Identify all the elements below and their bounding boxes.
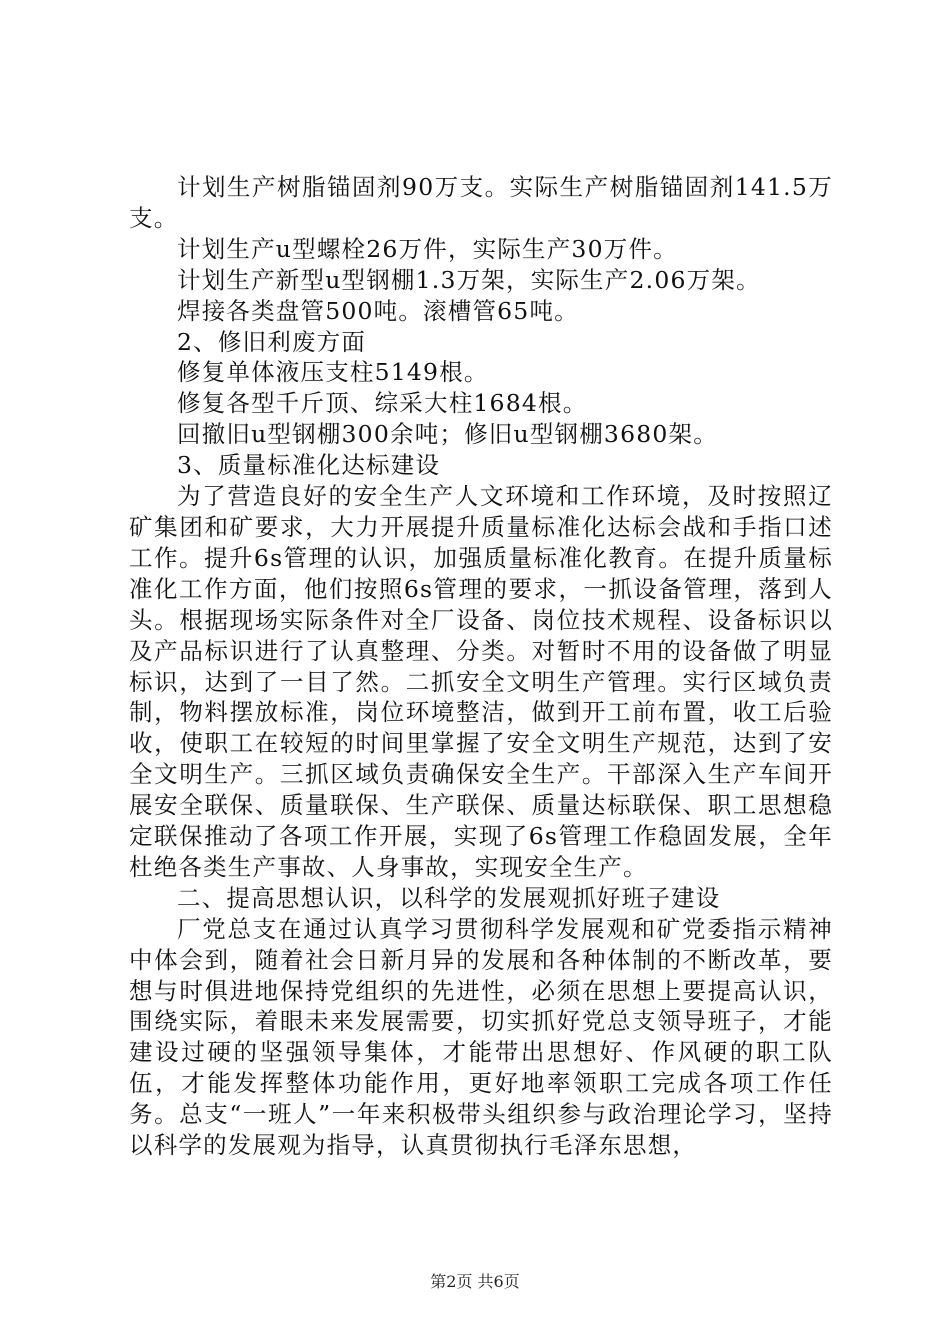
- section-heading-repair: 2、修旧利废方面: [177, 327, 367, 356]
- paragraph-steel-shed: 计划生产新型u型钢棚1.3万架，实际生产2.06万架。: [177, 265, 761, 294]
- paragraph-quality-standard: 为了营造良好的安全生产人文环境和工作环境，及时按照辽矿集团和矿要求，大力开展提升质量标准化达标会战和手指口述工作。提升6s管理的认识，加强质量标准化教育。在提升质量标准化工作方面，他们按照6s管理的要求，一抓设备管理，落到人头。根据现场实际条件对全厂设备、岗位技术规程、设备标识以及产品标识进行了认真整理、分类。对暂时不用的设备做了明显标识，达到了一目了然。二抓安全文明生产管理。实行区域负责制，物料摆放标准，岗位环境整洁，做到开工前布置，收工后验收，使职工在较短的时间里掌握了安全文明生产规范，达到了安全文明生产。三抓区域负责确保安全生产。干部深入生产车间开展安全联保、质量联保、生产联保、质量达标联保、职工思想稳定联保推动了各项工作开展，实现了6s管理工作稳固发展，全年杜绝各类生产事故、人身事故，实现安全生产。: [129, 482, 833, 881]
- section-heading-team-building: 二、提高思想认识，以科学的发展观抓好班子建设: [177, 883, 721, 912]
- document-body: [129, 172, 833, 1161]
- paragraph-jack-repair: 修复各型千斤顶、综采大柱1684根。: [177, 389, 588, 418]
- paragraph-u-bolt: 计划生产u型螺栓26万件，实际生产30万件。: [177, 234, 678, 263]
- paragraph-hydraulic-prop: 修复单体液压支柱5149根。: [177, 358, 489, 387]
- paragraph-team-building: 厂党总支在通过认真学习贯彻科学发展观和矿党委指示精神中体会到，随着社会日新月异的发展和各种体制的不断改革，要想与时俱进地保持党组织的先进性，必须在思想上要提高认识，围绕实际，着眼未来发展需要，切实抓好党总支领导班子，才能建设过硬的坚强领导集体，才能带出思想好、作风硬的职工队伍，才能发挥整体功能作用，更好地率领职工完成各项工作任务。总支“一班人”一年来积极带头组织参与政治理论学习，坚持以科学的发展观为指导，认真贯彻执行毛泽东思想，: [129, 914, 833, 1160]
- paragraph-resin-anchor: 计划生产树脂锚固剂90万支。实际生产树脂锚固剂141.5万支。: [129, 173, 833, 232]
- paragraph-recycle-shed: 回撤旧u型钢棚300余吨；修旧u型钢棚3680架。: [177, 420, 718, 449]
- page-number-footer: 第2页 共6页: [430, 1272, 520, 1291]
- paragraph-welding: 焊接各类盘管500吨。滚槽管65吨。: [177, 296, 579, 325]
- section-heading-quality: 3、质量标准化达标建设: [177, 451, 441, 480]
